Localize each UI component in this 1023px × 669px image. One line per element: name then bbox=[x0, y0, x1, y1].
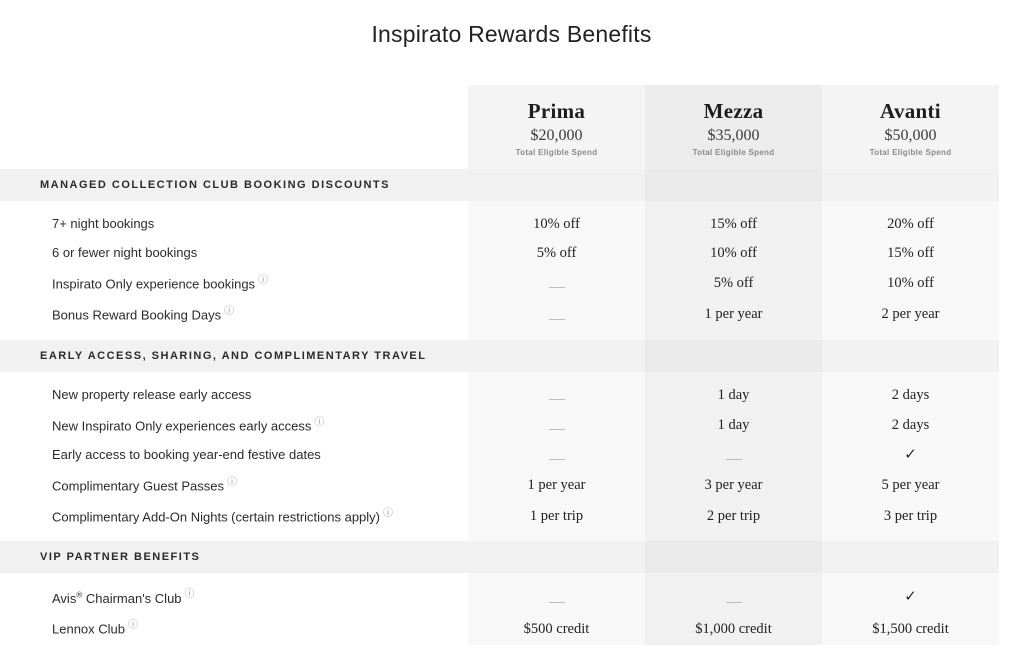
section-fill bbox=[645, 169, 822, 201]
spacer-cell bbox=[822, 573, 999, 582]
table-row bbox=[0, 441, 1023, 470]
row-pad bbox=[999, 410, 1023, 441]
table-row bbox=[0, 210, 1023, 239]
section-fill bbox=[468, 340, 645, 372]
value-mezza: 1 per year bbox=[645, 299, 822, 330]
feature-label: 6 or fewer night bookings bbox=[0, 239, 468, 268]
row-pad bbox=[999, 210, 1023, 239]
check-icon: ✓ bbox=[904, 446, 917, 463]
value-mezza: 15% off bbox=[645, 210, 822, 239]
info-icon[interactable]: ⓘ bbox=[383, 508, 394, 520]
value-prima: 1 per year bbox=[468, 470, 645, 501]
feature-cell bbox=[0, 268, 468, 299]
tier-subtext: Total Eligible Spend bbox=[692, 148, 775, 158]
spacer-cell bbox=[0, 573, 468, 582]
spacer-cell bbox=[468, 201, 645, 210]
feature-label: New property release early access bbox=[0, 381, 468, 410]
table-row bbox=[0, 410, 1023, 441]
row-spacer bbox=[0, 201, 1023, 210]
value-prima bbox=[468, 441, 645, 470]
spacer-cell bbox=[468, 372, 645, 381]
info-icon[interactable]: ⓘ bbox=[128, 620, 138, 632]
feature-label-avis: Avis® Chairman's Club bbox=[52, 590, 182, 606]
dash-icon bbox=[549, 421, 565, 430]
value-avanti: 5 per year bbox=[822, 470, 999, 501]
section-pad bbox=[999, 340, 1023, 372]
table-row bbox=[0, 268, 1023, 299]
feature-cell bbox=[0, 299, 468, 330]
value-avanti: 2 per year bbox=[822, 299, 999, 330]
dash-icon bbox=[726, 451, 742, 460]
value-mezza: 2 per trip bbox=[645, 501, 822, 532]
section-title: VIP PARTNER BENEFITS bbox=[0, 541, 468, 573]
spacer-cell bbox=[999, 372, 1023, 381]
section-title: EARLY ACCESS, SHARING, AND COMPLIMENTARY TRAVEL bbox=[0, 340, 468, 372]
dash-icon bbox=[549, 311, 565, 320]
dash-icon bbox=[726, 594, 742, 603]
row-pad bbox=[999, 299, 1023, 330]
spacer-cell bbox=[0, 372, 468, 381]
dash-icon bbox=[549, 594, 565, 603]
section-header-row bbox=[0, 340, 1023, 372]
feature-cell bbox=[0, 410, 468, 441]
table-row bbox=[0, 381, 1023, 410]
tier-column-avanti bbox=[822, 85, 999, 169]
value-avanti: 15% off bbox=[822, 239, 999, 268]
feature-cell bbox=[0, 470, 468, 501]
feature-label: 7+ night bookings bbox=[0, 210, 468, 239]
row-pad bbox=[999, 268, 1023, 299]
tier-column-mezza bbox=[645, 85, 822, 169]
spacer-cell bbox=[468, 532, 645, 541]
value-mezza: $1,000 credit bbox=[645, 613, 822, 644]
section-fill bbox=[468, 169, 645, 201]
feature-cell bbox=[0, 501, 468, 532]
check-icon: ✓ bbox=[904, 589, 917, 606]
feature-label: Bonus Reward Booking Days bbox=[52, 307, 222, 323]
tier-name: Prima bbox=[527, 99, 586, 123]
header-spacer bbox=[0, 85, 468, 169]
section-fill bbox=[822, 169, 999, 201]
value-avanti bbox=[822, 441, 999, 470]
value-avanti: 2 days bbox=[822, 381, 999, 410]
table-header bbox=[0, 85, 1023, 169]
tier-price: $35,000 bbox=[707, 127, 760, 145]
value-prima bbox=[468, 381, 645, 410]
info-icon[interactable]: ⓘ bbox=[224, 306, 235, 318]
spacer-cell bbox=[645, 372, 822, 381]
value-prima: 5% off bbox=[468, 239, 645, 268]
spacer-cell bbox=[645, 532, 822, 541]
row-pad bbox=[999, 239, 1023, 268]
value-mezza: 5% off bbox=[645, 268, 822, 299]
value-prima bbox=[468, 582, 645, 613]
spacer-cell bbox=[468, 573, 645, 582]
spacer-cell bbox=[822, 331, 999, 340]
tier-name: Avanti bbox=[880, 99, 941, 123]
feature-cell bbox=[0, 582, 468, 613]
section-fill bbox=[822, 340, 999, 372]
tier-price: $50,000 bbox=[884, 127, 937, 145]
table-row bbox=[0, 582, 1023, 613]
section-fill bbox=[645, 541, 822, 573]
value-mezza: 1 day bbox=[645, 410, 822, 441]
tier-header-row bbox=[0, 85, 1023, 169]
benefits-table bbox=[0, 85, 1023, 645]
value-mezza: 3 per year bbox=[645, 470, 822, 501]
feature-label: Early access to booking year-end festive dates bbox=[0, 441, 468, 470]
value-avanti: 20% off bbox=[822, 210, 999, 239]
value-mezza: 10% off bbox=[645, 239, 822, 268]
row-pad bbox=[999, 582, 1023, 613]
value-avanti bbox=[822, 582, 999, 613]
spacer-cell bbox=[645, 331, 822, 340]
value-avanti: 2 days bbox=[822, 410, 999, 441]
spacer-cell bbox=[999, 331, 1023, 340]
row-pad bbox=[999, 470, 1023, 501]
feature-label: Inspirato Only experience bookings bbox=[52, 276, 256, 292]
spacer-cell bbox=[999, 201, 1023, 210]
section-pad bbox=[999, 541, 1023, 573]
info-icon[interactable]: ⓘ bbox=[184, 589, 195, 601]
page-title: Inspirato Rewards Benefits bbox=[371, 21, 652, 47]
registered-mark: ® bbox=[76, 590, 83, 600]
section-header-row bbox=[0, 169, 1023, 201]
feature-label: Lennox Club bbox=[52, 621, 125, 637]
row-pad bbox=[999, 613, 1023, 644]
table-row bbox=[0, 299, 1023, 330]
tier-subtext: Total Eligible Spend bbox=[515, 148, 598, 158]
row-pad bbox=[999, 501, 1023, 532]
row-spacer bbox=[0, 331, 1023, 340]
spacer-cell bbox=[0, 331, 468, 340]
value-prima: $500 credit bbox=[468, 613, 645, 644]
value-prima: 1 per trip bbox=[468, 501, 645, 532]
info-icon[interactable]: ⓘ bbox=[258, 275, 269, 287]
section-pad bbox=[999, 169, 1023, 201]
value-prima bbox=[468, 299, 645, 330]
value-prima bbox=[468, 410, 645, 441]
feature-label: Complimentary Add-On Nights (certain restrictions apply) bbox=[52, 509, 381, 525]
value-avanti: 10% off bbox=[822, 268, 999, 299]
section-fill bbox=[822, 541, 999, 573]
section-header-row bbox=[0, 541, 1023, 573]
value-prima bbox=[468, 268, 645, 299]
table-row bbox=[0, 613, 1023, 644]
spacer-cell bbox=[999, 532, 1023, 541]
row-spacer bbox=[0, 532, 1023, 541]
row-spacer bbox=[0, 372, 1023, 381]
spacer-cell bbox=[645, 201, 822, 210]
value-mezza bbox=[645, 582, 822, 613]
spacer-cell bbox=[0, 532, 468, 541]
header-right-spacer bbox=[999, 85, 1023, 169]
spacer-cell bbox=[999, 573, 1023, 582]
row-pad bbox=[999, 381, 1023, 410]
table-body bbox=[0, 169, 1023, 645]
spacer-cell bbox=[822, 372, 999, 381]
spacer-cell bbox=[645, 573, 822, 582]
dash-icon bbox=[549, 451, 565, 460]
table-row bbox=[0, 470, 1023, 501]
info-icon[interactable]: ⓘ bbox=[314, 416, 325, 428]
section-fill bbox=[468, 541, 645, 573]
row-spacer bbox=[0, 573, 1023, 582]
dash-icon bbox=[549, 279, 565, 288]
info-icon[interactable]: ⓘ bbox=[226, 476, 237, 488]
spacer-cell bbox=[822, 201, 999, 210]
value-prima: 10% off bbox=[468, 210, 645, 239]
feature-label: Complimentary Guest Passes bbox=[52, 478, 224, 494]
section-title: MANAGED COLLECTION CLUB BOOKING DISCOUNTS bbox=[0, 169, 468, 201]
table-row bbox=[0, 239, 1023, 268]
tier-name: Mezza bbox=[703, 99, 764, 123]
spacer-cell bbox=[822, 532, 999, 541]
table-row bbox=[0, 501, 1023, 532]
tier-subtext: Total Eligible Spend bbox=[869, 148, 952, 158]
value-avanti: $1,500 credit bbox=[822, 613, 999, 644]
spacer-cell bbox=[468, 331, 645, 340]
tier-price: $20,000 bbox=[530, 127, 583, 145]
spacer-cell bbox=[0, 201, 468, 210]
row-pad bbox=[999, 441, 1023, 470]
feature-label: New Inspirato Only experiences early access bbox=[52, 417, 312, 433]
feature-cell bbox=[0, 613, 468, 644]
tier-column-prima bbox=[468, 85, 645, 169]
value-avanti: 3 per trip bbox=[822, 501, 999, 532]
dash-icon bbox=[549, 391, 565, 400]
value-mezza bbox=[645, 441, 822, 470]
value-mezza: 1 day bbox=[645, 381, 822, 410]
section-fill bbox=[645, 340, 822, 372]
